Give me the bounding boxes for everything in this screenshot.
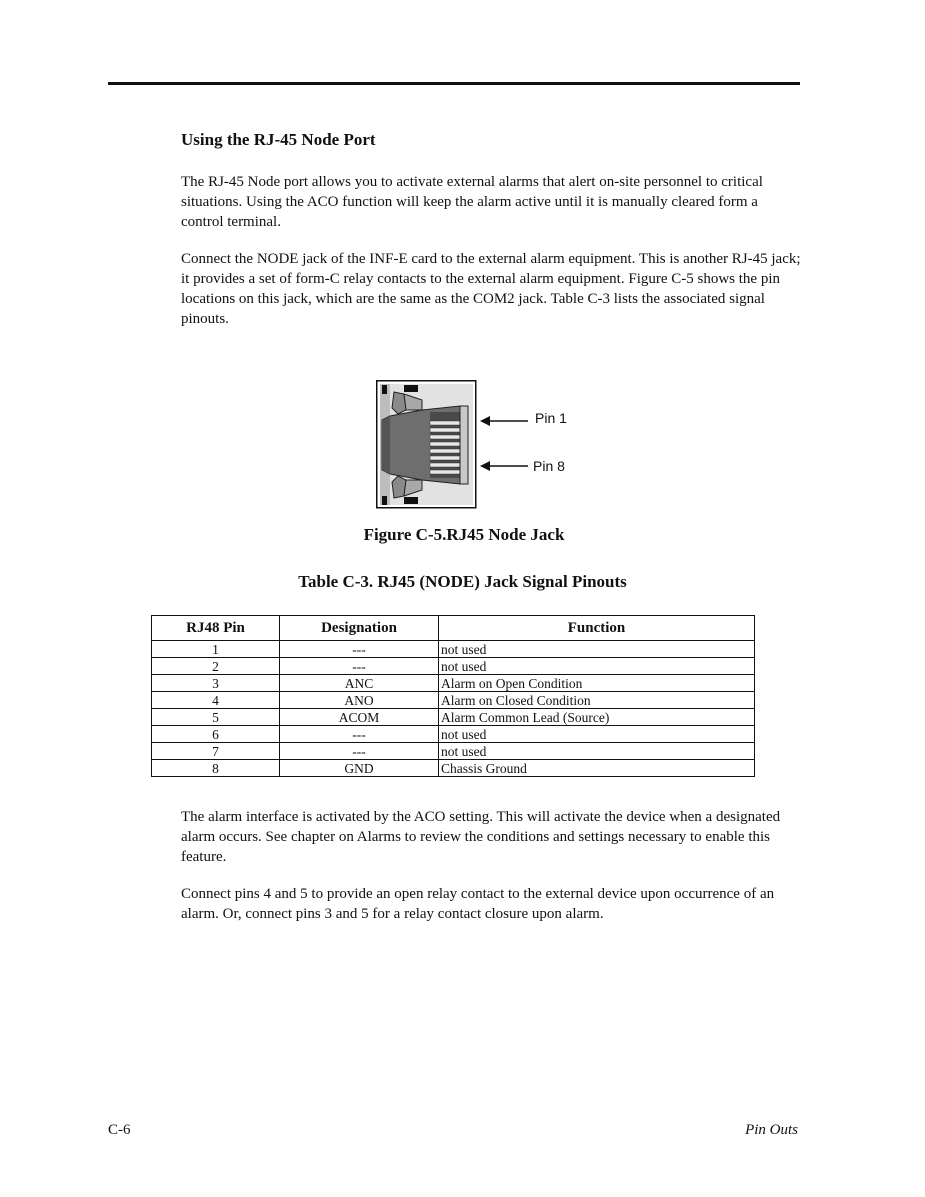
designation-cell: --- [280,641,439,658]
table-row [152,675,755,692]
pinout-table [151,615,755,777]
header-rule [108,82,800,85]
pin-cell: 5 [152,709,280,726]
connection-paragraph: Connect the NODE jack of the INF-E card to the external alarm equipment. This is another RJ-45 jack; it provides a set of form-C relay contacts to the external alarm equipment. Figure C-5 shows the pin locations on this jack, which are the same as the COM2 jack. Table C-3 lists the associated signal pinouts. [181,251,801,327]
section-footer: Pin Outs [745,1122,798,1138]
pin-cell: 1 [152,641,280,658]
pin-cell: 4 [152,692,280,709]
table-row [152,743,755,760]
function-cell: not used [439,743,755,760]
header-function: Function [439,616,755,641]
table-caption: Table C-3. RJ45 (NODE) Jack Signal Pinouts [298,572,627,591]
designation-cell: --- [280,726,439,743]
section-heading: Using the RJ-45 Node Port [181,130,376,149]
function-cell: Chassis Ground [439,760,755,777]
pin-cell: 8 [152,760,280,777]
figure-caption: Figure C-5.RJ45 Node Jack [363,525,565,544]
function-cell: Alarm on Open Condition [439,675,755,692]
pin-1-arrow [480,415,530,427]
pin-1-label: Pin 1 [535,410,567,426]
designation-cell: --- [280,743,439,760]
aco-paragraph: The alarm interface is activated by the ACO setting. This will activate the device when a designated alarm occurs. See chapter on Alarms to review the conditions and settings necessary to enable this feature. [181,809,781,865]
relay-paragraph: Connect pins 4 and 5 to provide an open relay contact to the external device upon occurrence of an alarm. Or, connect pins 3 and 5 for a relay contact closure upon alarm. [181,886,775,922]
table-row [152,726,755,743]
table-row [152,709,755,726]
function-cell: not used [439,658,755,675]
pin-cell: 6 [152,726,280,743]
function-cell: not used [439,726,755,743]
pin-cell: 2 [152,658,280,675]
pin-cell: 7 [152,743,280,760]
header-designation: Designation [280,616,439,641]
rj45-jack-illustration [376,380,478,510]
designation-cell: --- [280,658,439,675]
designation-cell: ACOM [280,709,439,726]
table-header-row [152,616,755,641]
pin-cell: 3 [152,675,280,692]
designation-cell: ANC [280,675,439,692]
pin-8-arrow [480,460,530,472]
intro-paragraph: The RJ-45 Node port allows you to activate external alarms that alert on-site personnel to critical situations. Using the ACO function will keep the alarm active until it is manually cleared form a control terminal. [181,174,763,230]
function-cell: Alarm Common Lead (Source) [439,709,755,726]
table-row [152,692,755,709]
table-row [152,641,755,658]
function-cell: Alarm on Closed Condition [439,692,755,709]
header-rj48-pin: RJ48 Pin [152,616,280,641]
page-number: C-6 [108,1122,131,1138]
table-row [152,658,755,675]
table-row [152,760,755,777]
designation-cell: GND [280,760,439,777]
function-cell: not used [439,641,755,658]
designation-cell: ANO [280,692,439,709]
pin-8-label: Pin 8 [533,458,565,474]
